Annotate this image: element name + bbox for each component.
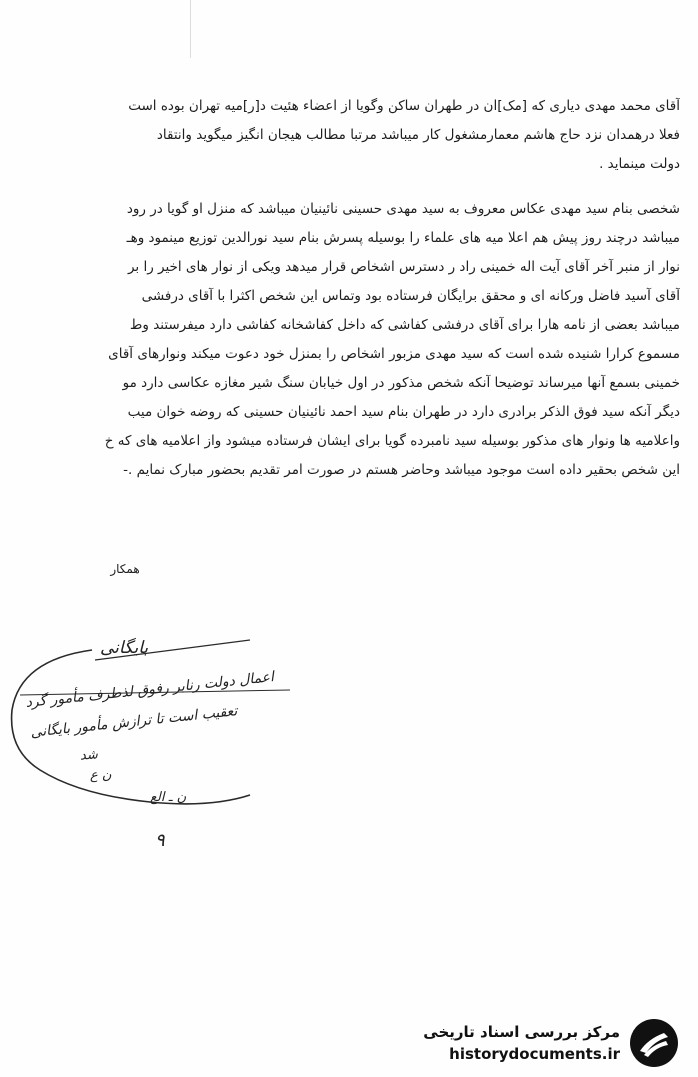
watermark-logo — [400, 1017, 680, 1069]
book-icon — [628, 1017, 680, 1069]
text-line: نوار از منبر آخر آقای آیت اله خمینی راد ر دسترس اشخاص قرار میدهد ویکی از نوار های اخیر را بر — [127, 259, 680, 275]
watermark-url: historydocuments.ir — [449, 1045, 620, 1063]
text-line: واعلامیه ها ونوار های مذکور بوسیله سید نامبرده گویا برای ایشان فرستاده میشود واز اعلامیه های که خ — [104, 433, 680, 449]
text-line: دیگر آنکه سید فوق الذکر برادری دارد در طهران بنام سید احمد نائینیان حسینی که روضه خوان میب — [127, 404, 680, 420]
handwritten-line: بایگانی — [100, 638, 149, 658]
handwritten-line: شد — [79, 747, 99, 764]
text-line: میباشد بعضی از نامه هارا برای آقای درفشی کفاشی که داخل کفاشخانه کفاشی دارد میفرستند وط — [129, 317, 680, 333]
handwritten-line: تعقیب است تا ترازش مأمور بایگانی — [29, 703, 239, 741]
watermark-title: مرکز بررسی اسناد تاریخی — [423, 1023, 620, 1041]
signature-label: همکار — [110, 562, 140, 576]
handwritten-annotation — [0, 630, 300, 870]
text-line: این شخص بحقیر داده است موجود میباشد وحاضر هستم در صورت امر تقدیم بحضور مبارک نمایم .- — [123, 462, 680, 478]
text-line: میباشد درچند روز پیش هم اعلا میه های علماء را بوسیله پسرش بنام سید نورالدین توزیع مینمود وهـ — [126, 230, 680, 246]
text-line: مسموع کرارا شنیده شده است که سید مهدی مزبور اشخاص را بمنزل خود دعوت میکند ونوارهای آقای — [108, 346, 680, 362]
text-line: آقای محمد مهدی دیاری که [مک]ان در طهران ساکن وگویا از اعضاء هئیت د[ر]میه تهران بوده است — [128, 98, 680, 114]
handwritten-line: ن ع — [90, 768, 112, 783]
handwritten-page-number: ٩ — [155, 830, 165, 851]
handwritten-line: اعمال دولت رنابر رفوق لذطرف مأمور گرد — [24, 669, 275, 711]
document-body — [54, 92, 680, 485]
paper-fold-line — [190, 0, 191, 58]
text-line: خمینی بسمع آنها میرساند توضیحا آنکه شخص مذکور در اول خیابان سنگ شیر مغازه عکاسی دارد مو — [122, 375, 680, 391]
handwritten-line: ن ـ الع — [150, 790, 187, 805]
text-line: آقای آسید فاضل ورکانه ای و محقق برایگان فرستاده بود وتماس این شخص اکثرا با آقای درفشی — [141, 288, 680, 304]
annotation-bracket — [0, 630, 300, 870]
text-line: دولت مینماید . — [599, 156, 680, 172]
text-line: شخصی بنام سید مهدی عکاس معروف به سید مهدی حسینی نائینیان میباشد که منزل او گویا در رود — [126, 201, 680, 217]
text-line: فعلا درهمدان نزد حاج هاشم معمارمشغول کار میباشد مرتبا مطالب هیجان انگیز میگوید وانتقاد — [156, 127, 680, 143]
